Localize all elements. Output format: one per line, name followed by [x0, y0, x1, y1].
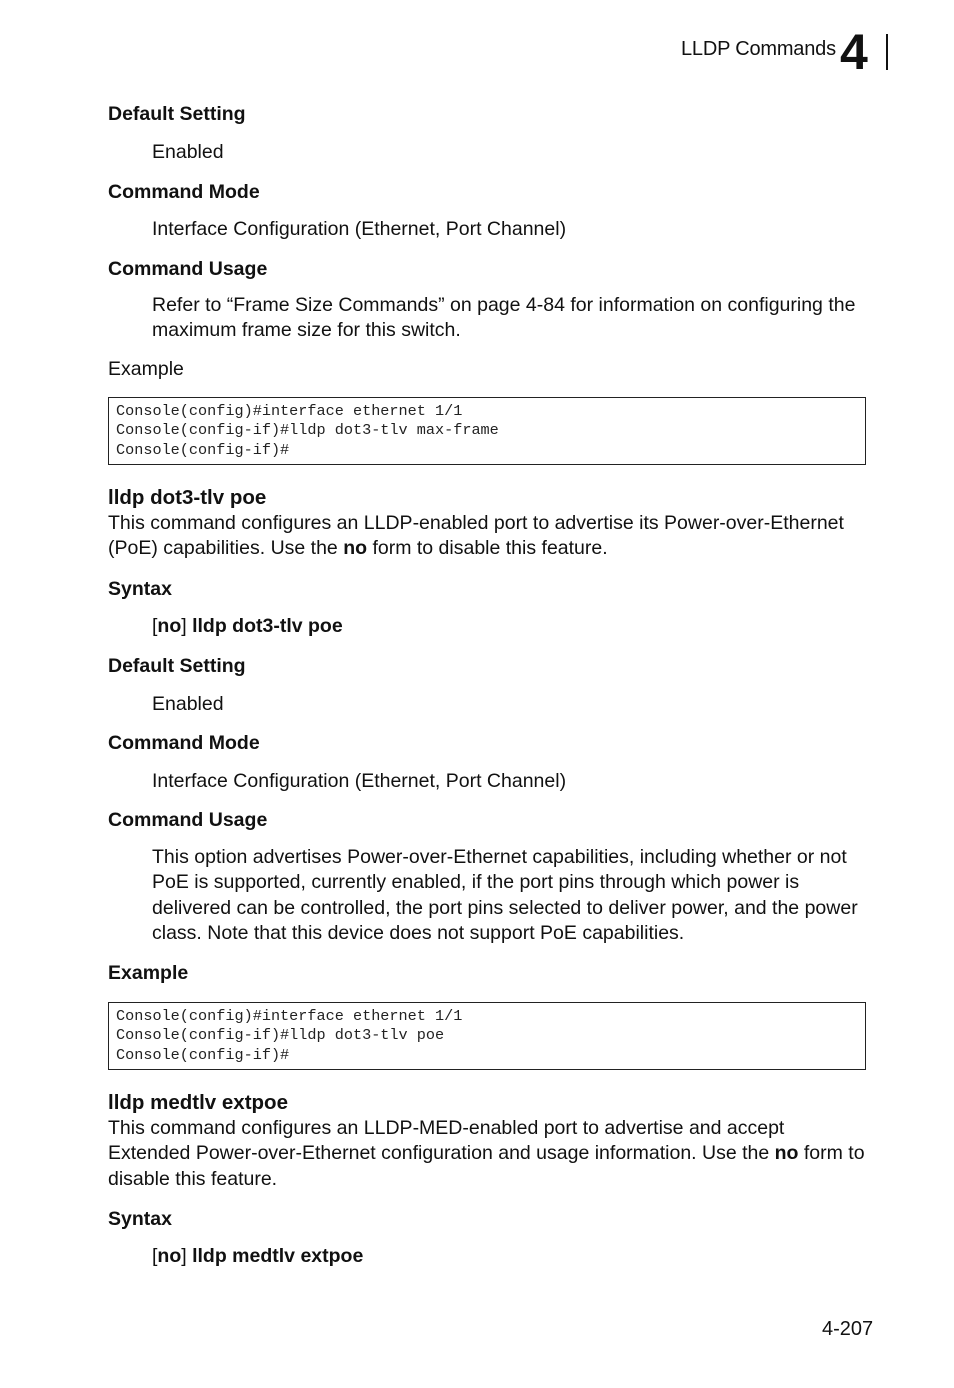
- code-line: Console(config-if)#lldp dot3-tlv max-frame: [116, 421, 499, 440]
- command-title: lldp medtlv extpoe: [108, 1091, 288, 1114]
- default-setting-heading: Default Setting: [108, 655, 246, 677]
- syntax-heading: Syntax: [108, 578, 172, 600]
- keyword-no: no: [343, 537, 368, 560]
- command-usage-text: This option advertises Power-over-Ethernet capabilities, including whether or not PoE is supported, currently enabled, if the port pins through which power is delivered can be controlled, the port pins selected to deliver power, and the power class. Note that this device does not support PoE capabilities.: [152, 846, 858, 944]
- command-mode-value: Interface Configuration (Ethernet, Port Channel): [152, 770, 567, 792]
- page-number: 4-207: [822, 1318, 874, 1340]
- command-description: This command configures an LLDP-MED-enabled port to advertise and accept Extended Power-over-Ethernet configuration and usage information. Use the no form to disable this feature.: [108, 1117, 865, 1190]
- default-setting-value: Enabled: [152, 693, 224, 715]
- code-line: Console(config)#interface ethernet 1/1: [116, 1007, 463, 1025]
- example-heading: Example: [108, 962, 189, 984]
- command-mode-heading: Command Mode: [108, 181, 260, 203]
- command-usage-heading: Command Usage: [108, 258, 268, 280]
- command-usage-heading: Command Usage: [108, 809, 268, 831]
- code-line: Console(config-if)#: [116, 440, 290, 459]
- code-line: Console(config)#interface ethernet 1/1: [116, 402, 463, 420]
- default-setting-heading: Default Setting: [108, 103, 246, 125]
- command-title: lldp dot3-tlv poe: [108, 486, 267, 509]
- syntax-line: [no] lldp medtlv extpoe: [152, 1245, 364, 1267]
- default-setting-value: Enabled: [152, 141, 224, 163]
- code-example-box: [108, 1002, 866, 1070]
- chapter-number: 4: [840, 24, 868, 80]
- syntax-command: lldp dot3-tlv poe: [192, 615, 343, 637]
- command-description: This command configures an LLDP-enabled port to advertise its Power-over-Ethernet (PoE) capabilities. Use the no form to disable this feature.: [108, 512, 844, 560]
- example-label: Example: [108, 358, 184, 380]
- syntax-command: lldp medtlv extpoe: [192, 1245, 364, 1267]
- code-line: Console(config-if)#lldp dot3-tlv poe: [116, 1026, 445, 1045]
- chapter-divider: [886, 34, 888, 70]
- keyword-no: no: [774, 1142, 799, 1165]
- running-header-title: LLDP Commands: [681, 38, 836, 60]
- syntax-line: [no] lldp dot3-tlv poe: [152, 615, 343, 637]
- syntax-heading: Syntax: [108, 1208, 172, 1230]
- command-mode-value: Interface Configuration (Ethernet, Port Channel): [152, 218, 567, 240]
- code-example-box: [108, 397, 866, 465]
- command-mode-heading: Command Mode: [108, 732, 260, 754]
- code-line: Console(config-if)#: [116, 1045, 290, 1064]
- command-usage-text: Refer to “Frame Size Commands” on page 4-84 for information on configuring the maximum frame size for this switch.: [152, 294, 856, 342]
